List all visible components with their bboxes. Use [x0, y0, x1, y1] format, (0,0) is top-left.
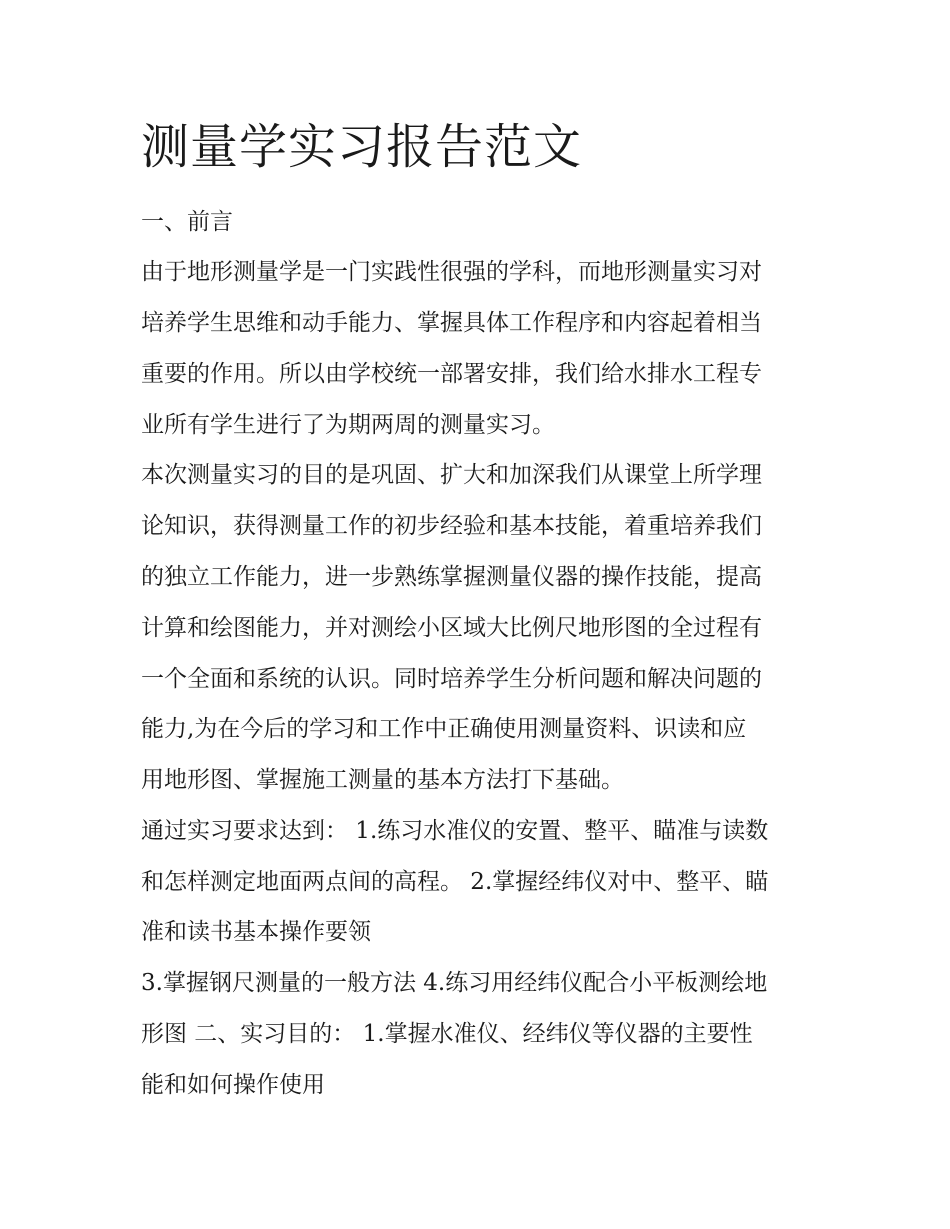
- paragraph-line: 本次测量实习的目的是巩固、扩大和加深我们从课堂上所学理: [141, 462, 762, 488]
- document-title: 测量学实习报告范文: [141, 119, 583, 175]
- paragraph-line: 3.掌握钢尺测量的一般方法 4.练习用经纬仪配合小平板测绘地: [141, 970, 768, 996]
- paragraph-line: 论知识，获得测量工作的初步经验和基本技能，着重培养我们: [141, 513, 762, 539]
- paragraph-line: 的独立工作能力，进一步熟练掌握测量仪器的操作技能，提高: [141, 564, 762, 590]
- paragraph-line: 重要的作用。所以由学校统一部署安排，我们给水排水工程专: [141, 361, 762, 387]
- paragraph-line: 和怎样测定地面两点间的高程。 2.掌握经纬仪对中、整平、瞄: [141, 869, 769, 895]
- paragraph-line: 一个全面和系统的认识。同时培养学生分析问题和解决问题的: [141, 666, 762, 692]
- paragraph-line: 用地形图、掌握施工测量的基本方法打下基础。: [141, 767, 624, 793]
- paragraph-line: 由于地形测量学是一门实践性很强的学科，而地形测量实习对: [141, 259, 762, 285]
- paragraph-line: 业所有学生进行了为期两周的测量实习。: [141, 412, 555, 438]
- paragraph-line: 通过实习要求达到： 1.练习水准仪的安置、整平、瞄准与读数: [141, 818, 769, 844]
- paragraph-line: 形图 二、实习目的： 1.掌握水准仪、经纬仪等仪器的主要性: [141, 1021, 753, 1047]
- section-heading-preface: 一、前言: [141, 209, 233, 235]
- paragraph-line: 准和读书基本操作要领: [141, 919, 371, 945]
- paragraph-line: 培养学生思维和动手能力、掌握具体工作程序和内容起着相当: [141, 310, 762, 336]
- paragraph-line: 计算和绘图能力，并对测绘小区域大比例尺地形图的全过程有: [141, 615, 762, 641]
- paragraph-line: 能和如何操作使用: [141, 1072, 325, 1098]
- paragraph-line: 能力,为在今后的学习和工作中正确使用测量资料、识读和应: [141, 716, 747, 742]
